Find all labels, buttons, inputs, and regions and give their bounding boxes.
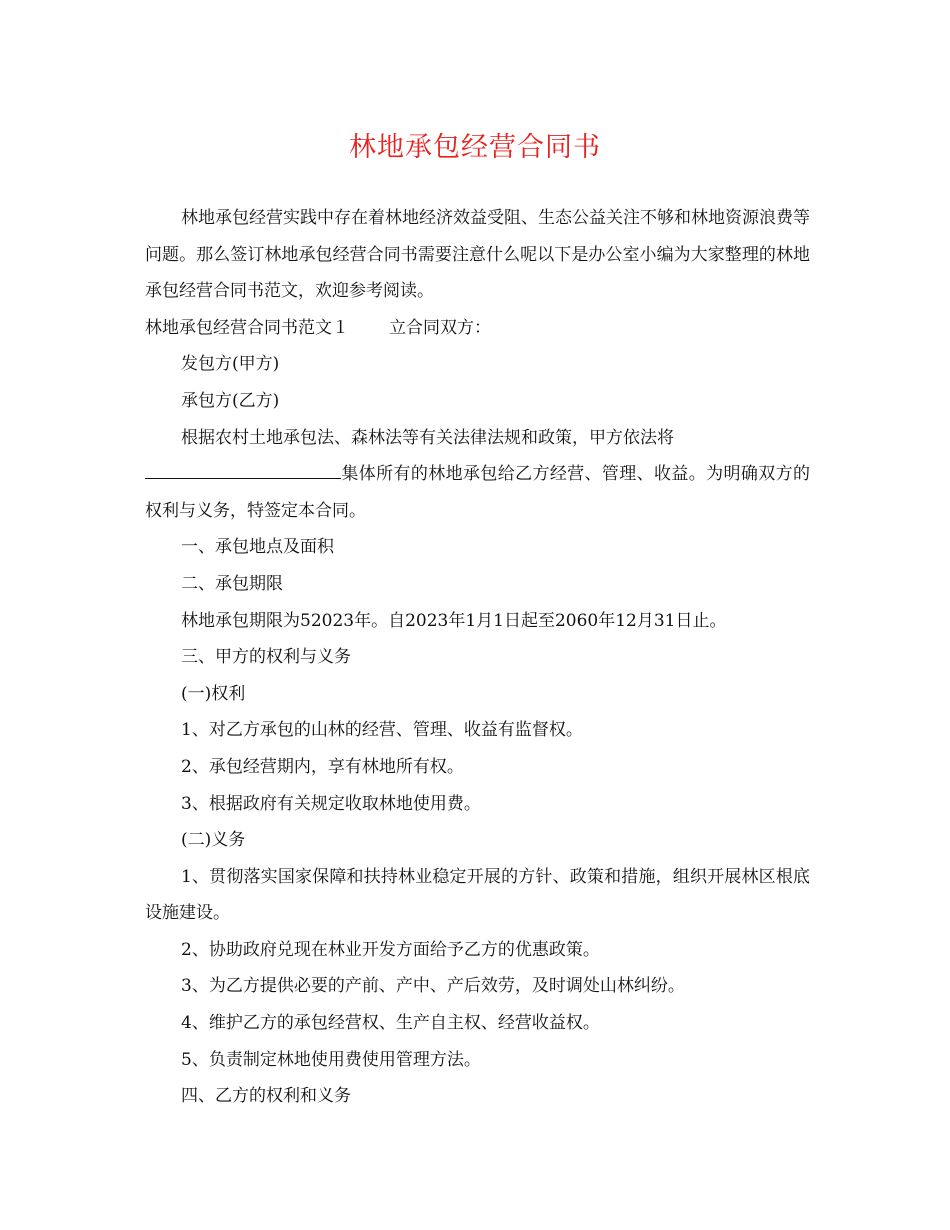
basis-paragraph-start: 根据农村土地承包法、森林法等有关法律法规和政策，甲方依法将: [181, 427, 674, 448]
section-line: 5、负责制定林地使用费使用管理方法。: [181, 1049, 481, 1070]
section-line: 4、维护乙方的承包经营权、生产自主权、经营收益权。: [181, 1013, 600, 1034]
section-line: 林地承包期限为52023年。自2023年1月1日起至2060年12月31日止。: [181, 610, 727, 631]
section-line: 四、乙方的权利和义务: [181, 1086, 351, 1107]
section-line: 二、承包期限: [181, 573, 283, 594]
section-line: (一)权利: [181, 683, 246, 704]
section-line: 3、根据政府有关规定收取林地使用费。: [181, 793, 481, 814]
basis-paragraph-end: [145, 456, 810, 529]
section-line: 2、承包经营期内，享有林地所有权。: [181, 756, 464, 777]
document-body: [145, 200, 810, 1115]
section-line: 1、对乙方承包的山林的经营、管理、收益有监督权。: [181, 720, 583, 741]
section-line: 1、贯彻落实国家保障和扶持林业稳定开展的方针、政策和措施，组织开展林区根底设施建设。: [145, 866, 810, 924]
sample-heading: 林地承包经营合同书范文１: [145, 317, 349, 338]
section-line: 2、协助政府兑现在林业开发方面给予乙方的优惠政策。: [181, 939, 600, 960]
basis-paragraph-text: 集体所有的林地承包给乙方经营、管理、收益。为明确双方的权利与义务，特签定本合同。: [145, 464, 810, 521]
intro-paragraph: 林地承包经营实践中存在着林地经济效益受阻、生态公益关注不够和林地资源浪费等问题。那么签订林地承包经营合同书需要注意什么呢以下是办公室小编为大家整理的林地承包经营合同书范文，欢迎参考阅读。: [145, 208, 810, 302]
party-b-line: 承包方(乙方): [181, 390, 280, 411]
section-line: 3、为乙方提供必要的产前、产中、产后效劳，及时调处山林纠纷。: [181, 976, 685, 997]
section-line: 三、甲方的权利与义务: [181, 647, 351, 668]
fill-in-blank: [145, 458, 341, 479]
sample-heading-line: [145, 310, 810, 347]
section-line: 一、承包地点及面积: [181, 537, 334, 558]
parties-intro: 立合同双方：: [389, 317, 491, 338]
party-a-line: 发包方(甲方): [181, 354, 280, 375]
document-title: 林地承包经营合同书: [349, 132, 601, 163]
section-line: (二)义务: [181, 830, 246, 851]
